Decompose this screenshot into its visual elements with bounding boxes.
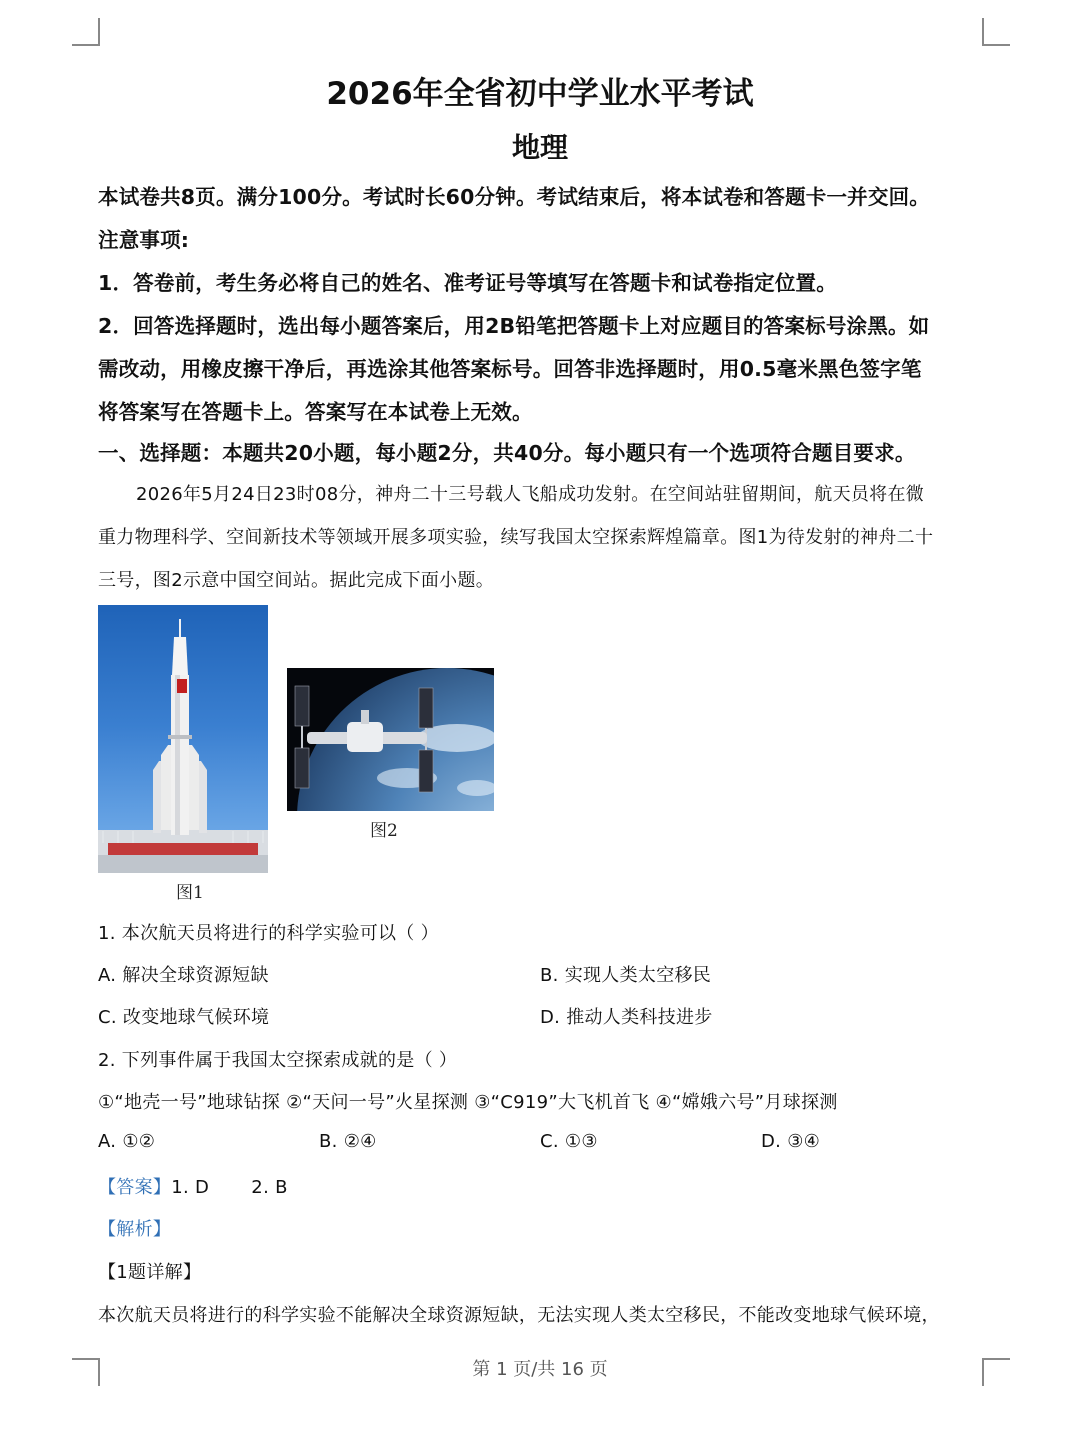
question-2-option-a: A. ①② xyxy=(98,1131,156,1152)
instruction-line: 需改动，用橡皮擦干净后，再选涂其他答案标号。回答非选择题时，用0.5毫米黑色签字笔 xyxy=(98,357,922,381)
instruction-line: 1．答卷前，考生务必将自己的姓名、准考证号等填写在答题卡和试卷指定位置。 xyxy=(98,271,837,295)
exam-subject: 地理 xyxy=(511,131,568,164)
question-1-detail-text: 本次航天员将进行的科学实验不能解决全球资源短缺，无法实现人类太空移民，不能改变地球气候环境， xyxy=(98,1305,940,1326)
passage-line: 2026年5月24日23时08分，神舟二十三号载人飞船成功发射。在空间站驻留期间，航天员将在微 xyxy=(136,484,925,505)
passage-line: 重力物理科学、空间新技术等领域开展多项实验，续写我国太空探索辉煌篇章。图1为待发射的神舟二十 xyxy=(98,527,934,548)
question-2-option-b: B. ②④ xyxy=(319,1131,377,1152)
rocket-illustration xyxy=(98,605,268,873)
analysis-tag: 【解析】 xyxy=(98,1219,172,1240)
page-footer: 第 1 页/共 16 页 xyxy=(472,1359,608,1380)
instruction-line: 本试卷共8页。满分100分。考试时长60分钟。考试结束后，将本试卷和答题卡一并交回。 xyxy=(98,185,930,209)
exam-title: 2026年全省初中学业水平考试 xyxy=(326,76,754,112)
figure-2-caption: 图2 xyxy=(370,821,398,841)
answer-value: 1. D 2. B xyxy=(171,1177,288,1198)
space-station-illustration xyxy=(287,668,494,811)
instruction-line: 将答案写在答题卡上。答案写在本试卷上无效。 xyxy=(98,400,533,424)
question-2-stem: 2. 下列事件属于我国太空探索成就的是（ ） xyxy=(98,1050,458,1071)
answer-tag: 【答案】 xyxy=(98,1177,172,1198)
passage-line: 三号，图2示意中国空间站。据此完成下面小题。 xyxy=(98,570,495,591)
question-1-option-a: A. 解决全球资源短缺 xyxy=(98,965,269,986)
question-2-option-d: D. ③④ xyxy=(761,1131,821,1152)
question-1-option-d: D. 推动人类科技进步 xyxy=(540,1007,713,1028)
corner-mark-top-right xyxy=(982,18,1010,46)
figure-2-space-station-image xyxy=(287,668,494,811)
corner-mark-top-left xyxy=(72,18,100,46)
answer-line xyxy=(98,1173,288,1199)
question-1-option-b: B. 实现人类太空移民 xyxy=(540,965,712,986)
question-1-option-c: C. 改变地球气候环境 xyxy=(98,1007,270,1028)
question-2-option-c: C. ①③ xyxy=(540,1131,598,1152)
instruction-line: 注意事项: xyxy=(98,228,190,252)
figure-1-caption: 图1 xyxy=(176,883,204,903)
question-1-detail-tag: 【1题详解】 xyxy=(98,1262,202,1283)
question-1-stem: 1. 本次航天员将进行的科学实验可以（ ） xyxy=(98,923,439,944)
section-heading: 一、选择题：本题共20小题，每小题2分，共40分。每小题只有一个选项符合题目要求。 xyxy=(98,441,916,465)
figure-1-rocket-image xyxy=(98,605,268,873)
question-2-events: ①“地壳一号”地球钻探 ②“天问一号”火星探测 ③“C919”大飞机首飞 ④“嫦娥六号”月球探测 xyxy=(98,1092,838,1113)
instruction-line: 2．回答选择题时，选出每小题答案后，用2B铅笔把答题卡上对应题目的答案标号涂黑。如 xyxy=(98,314,930,338)
